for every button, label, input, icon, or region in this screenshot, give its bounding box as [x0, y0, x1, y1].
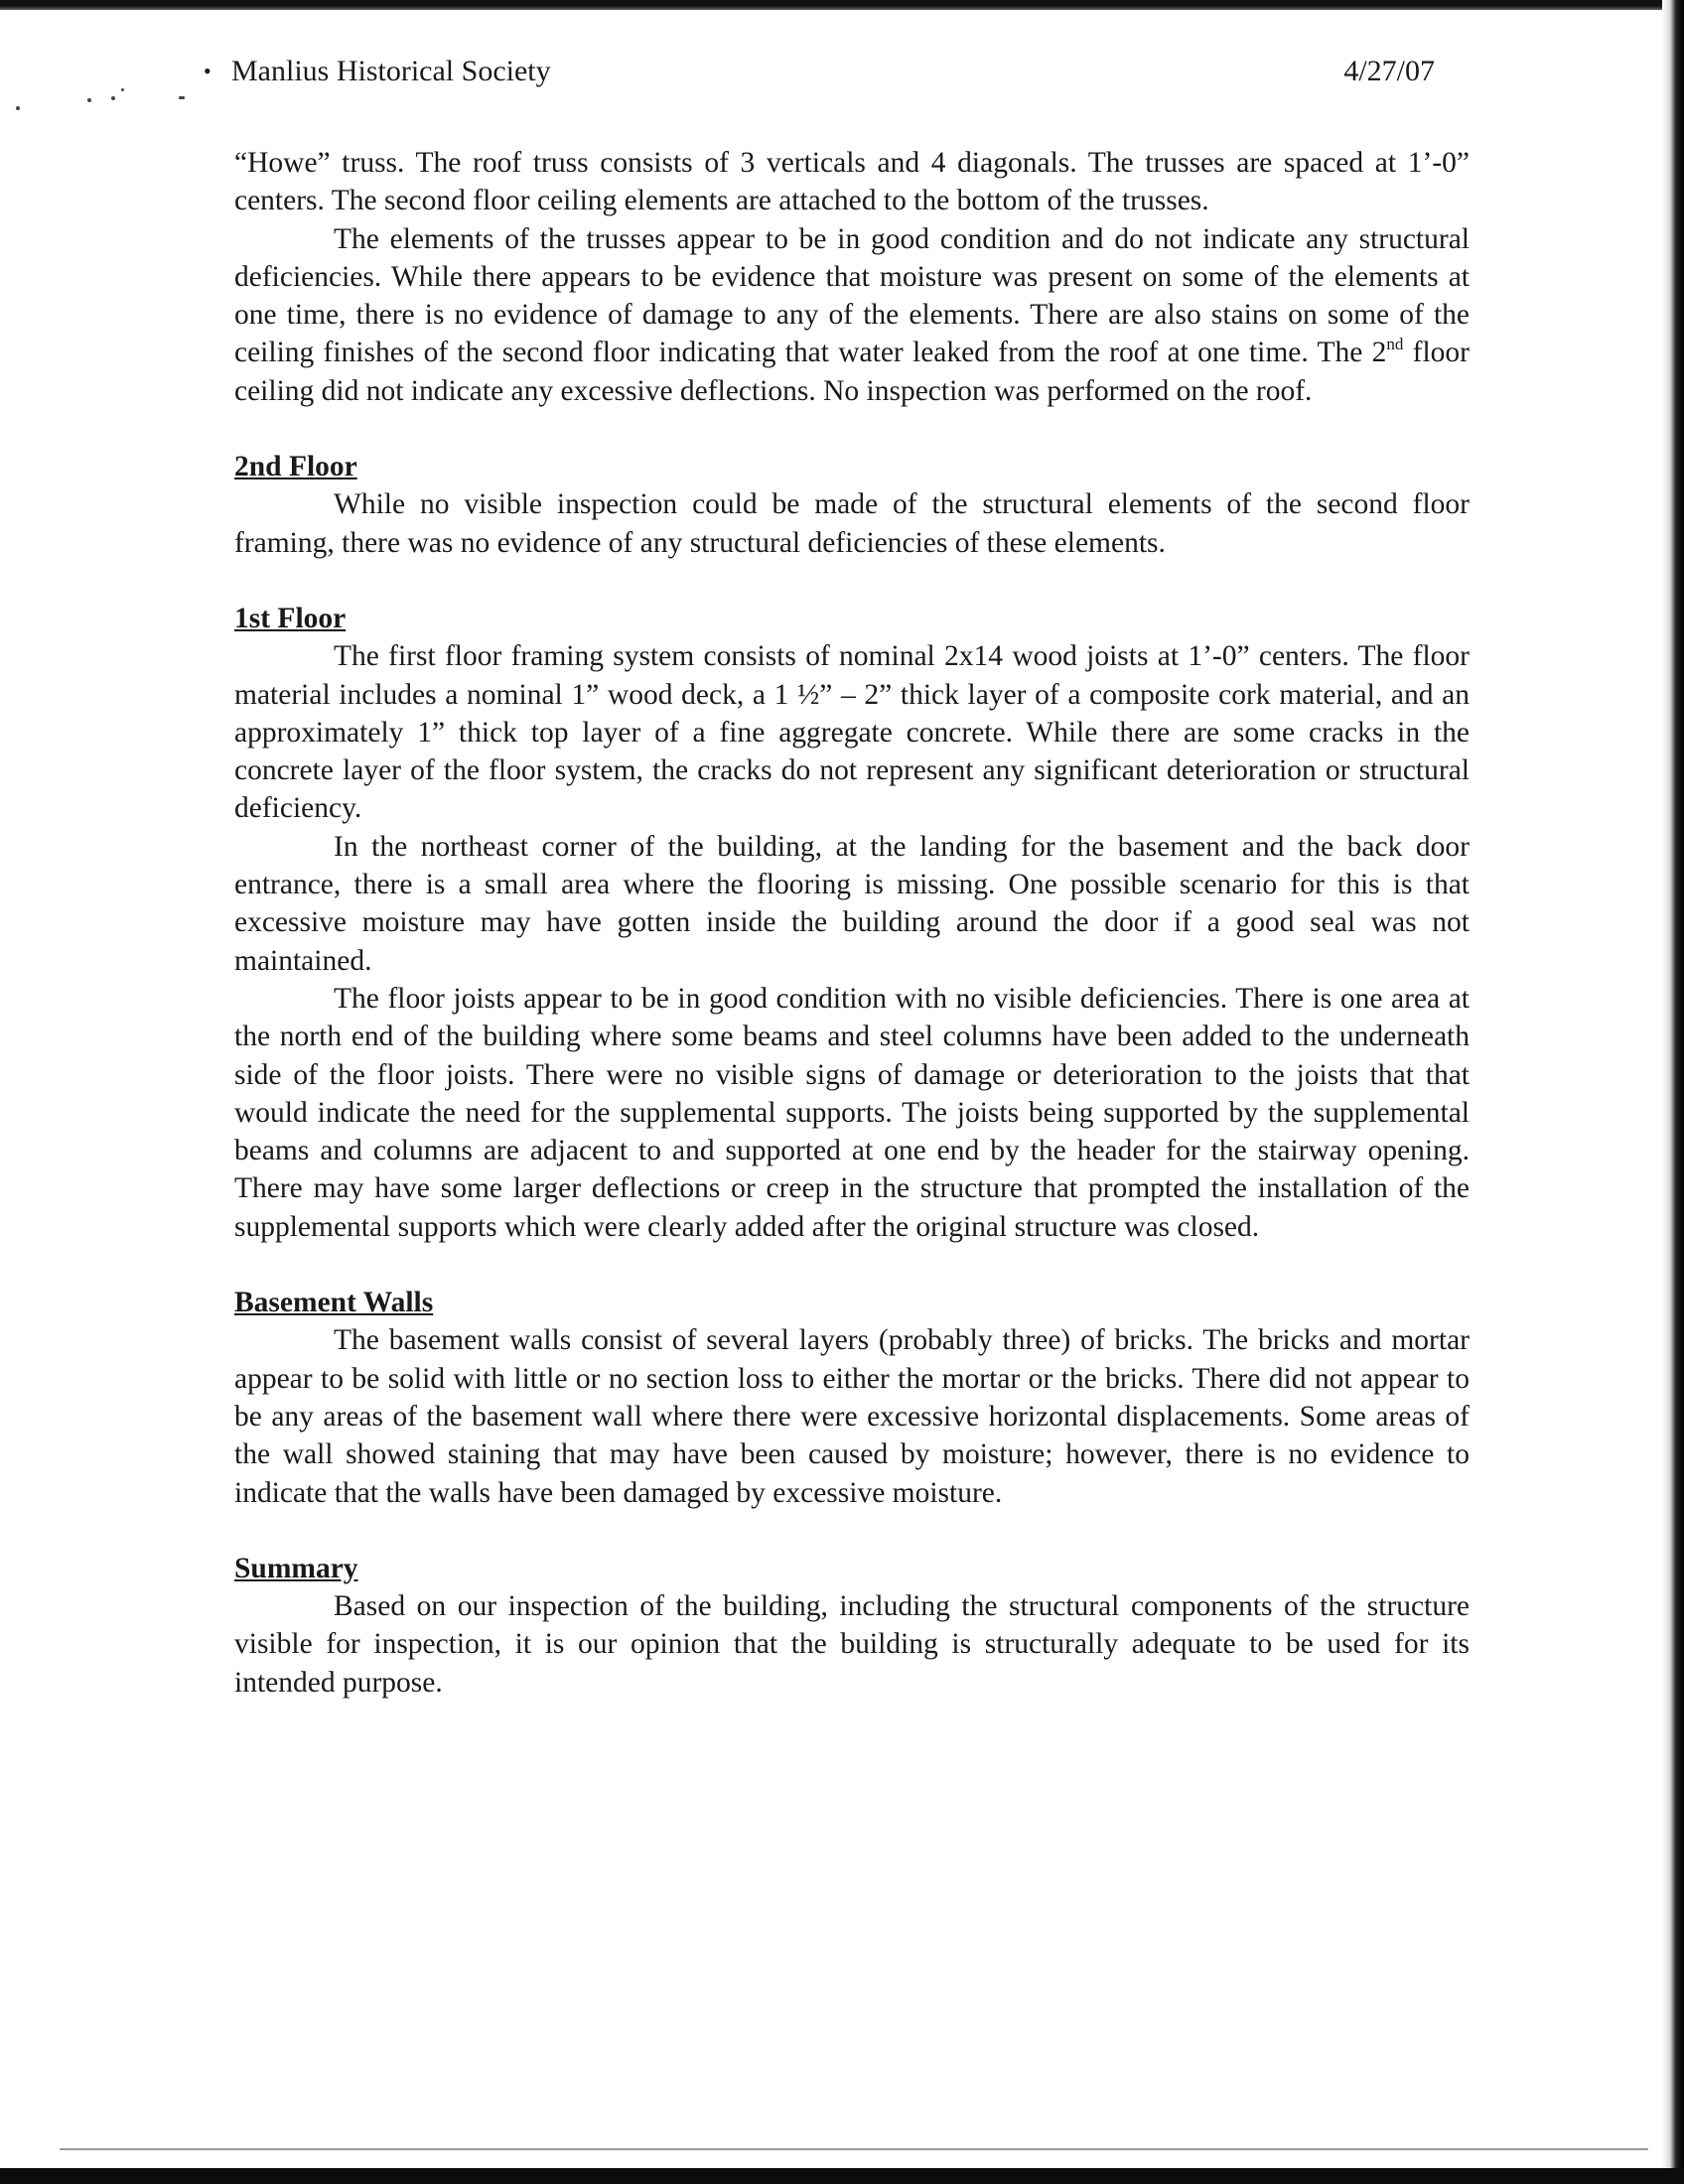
scan-top-edge: [0, 0, 1684, 10]
first-floor-paragraph-1: The first floor framing system consists of nominal 2x14 wood joists at 1’-0” centers. The floor material includes a nominal 1” wood deck, a 1 ½” – 2” thick layer of a composite cork material, and an approximately 1” thick top layer of a fine aggregate concrete. While there are some cracks in the concrete layer of the floor system, the cracks do not represent any significant deterioration or structural deficiency.: [234, 640, 1470, 825]
header-bullet: •: [204, 59, 211, 83]
basement-walls-paragraph-1: The basement walls consist of several layers (probably three) of bricks. The bricks and mortar appear to be solid with little or no section loss to either the mortar or the bricks. There did not appear to be any areas of the basement wall where there were excessive horizontal displacements. Some areas of the wall showed staining that may have been caused by moisture; however, there is no evidence to indicate that the walls have been damaged by excessive moisture.: [234, 1324, 1470, 1509]
scan-specks: [14, 94, 203, 124]
summary-heading: Summary: [234, 1552, 358, 1584]
first-floor-section: [234, 600, 1470, 1246]
basement-walls-section: [234, 1284, 1470, 1512]
roof-paragraph-2: [234, 220, 1470, 410]
roof-paragraph-2-text-b: floor ceiling did not indicate any excessive deflections. No inspection was performed on the roof.: [234, 337, 1470, 407]
summary-paragraph-1: Based on our inspection of the building, including the structural components of the structure visible for inspection, it is our opinion that the building is structurally adequate to be used for its intended purpose.: [234, 1590, 1470, 1699]
organization-name: Manlius Historical Society: [231, 55, 551, 87]
summary-section: [234, 1550, 1470, 1702]
page-header: [204, 52, 1435, 91]
report-date: 4/27/07: [1343, 55, 1435, 87]
scan-bottom-rule: [60, 2148, 1648, 2150]
roof-paragraph-2-text-a: The elements of the trusses appear to be in good condition and do not indicate any structural deficiencies. While there appears to be evidence that moisture was present on some of the elements at one time, there is no evidence of damage to any of the elements. There are also stains on some of the ceiling finishes of the second floor indicating that water leaked from the roof at one time. The 2: [234, 222, 1470, 369]
report-body: [234, 144, 1470, 1702]
roof-section: [234, 144, 1470, 410]
scan-right-edge: [1662, 0, 1684, 2184]
basement-walls-heading: Basement Walls: [234, 1287, 434, 1319]
second-floor-section: [234, 448, 1470, 562]
second-floor-paragraph-1: While no visible inspection could be made of the structural elements of the second floor framing, there was no evidence of any structural deficiencies of these elements.: [234, 488, 1470, 559]
second-floor-heading: 2nd Floor: [234, 451, 357, 483]
first-floor-heading: 1st Floor: [234, 602, 347, 634]
section-gap: [234, 562, 1470, 600]
scan-bottom-edge: [0, 2168, 1684, 2184]
first-floor-paragraph-2: In the northeast corner of the building, at the landing for the basement and the back door entrance, there is a small area where the flooring is missing. One possible scenario for this is that excessive moisture may have gotten inside the building around the door if a good seal was not maintained.: [234, 830, 1470, 977]
roof-paragraph-1: “Howe” truss. The roof truss consists of 3 verticals and 4 diagonals. The trusses are spaced at 1’-0” centers. The second floor ceiling elements are attached to the bottom of the trusses.: [234, 147, 1470, 217]
section-gap: [234, 1512, 1470, 1550]
first-floor-paragraph-3: The floor joists appear to be in good condition with no visible deficiencies. There is one area at the north end of the building where some beams and steel columns have been added to the underneath side of the floor joists. There were no visible signs of damage or deterioration to the joists that that would indicate the need for the supplemental supports. The joists being supported by the supplemental beams and columns are adjacent to and supported at one end by the header for the stairway opening. There may have some larger deflections or creep in the structure that prompted the installation of the supplemental supports which were clearly added after the original structure was closed.: [234, 982, 1470, 1243]
section-gap: [234, 410, 1470, 448]
ordinal-suffix: nd: [1386, 335, 1404, 354]
section-gap: [234, 1246, 1470, 1284]
